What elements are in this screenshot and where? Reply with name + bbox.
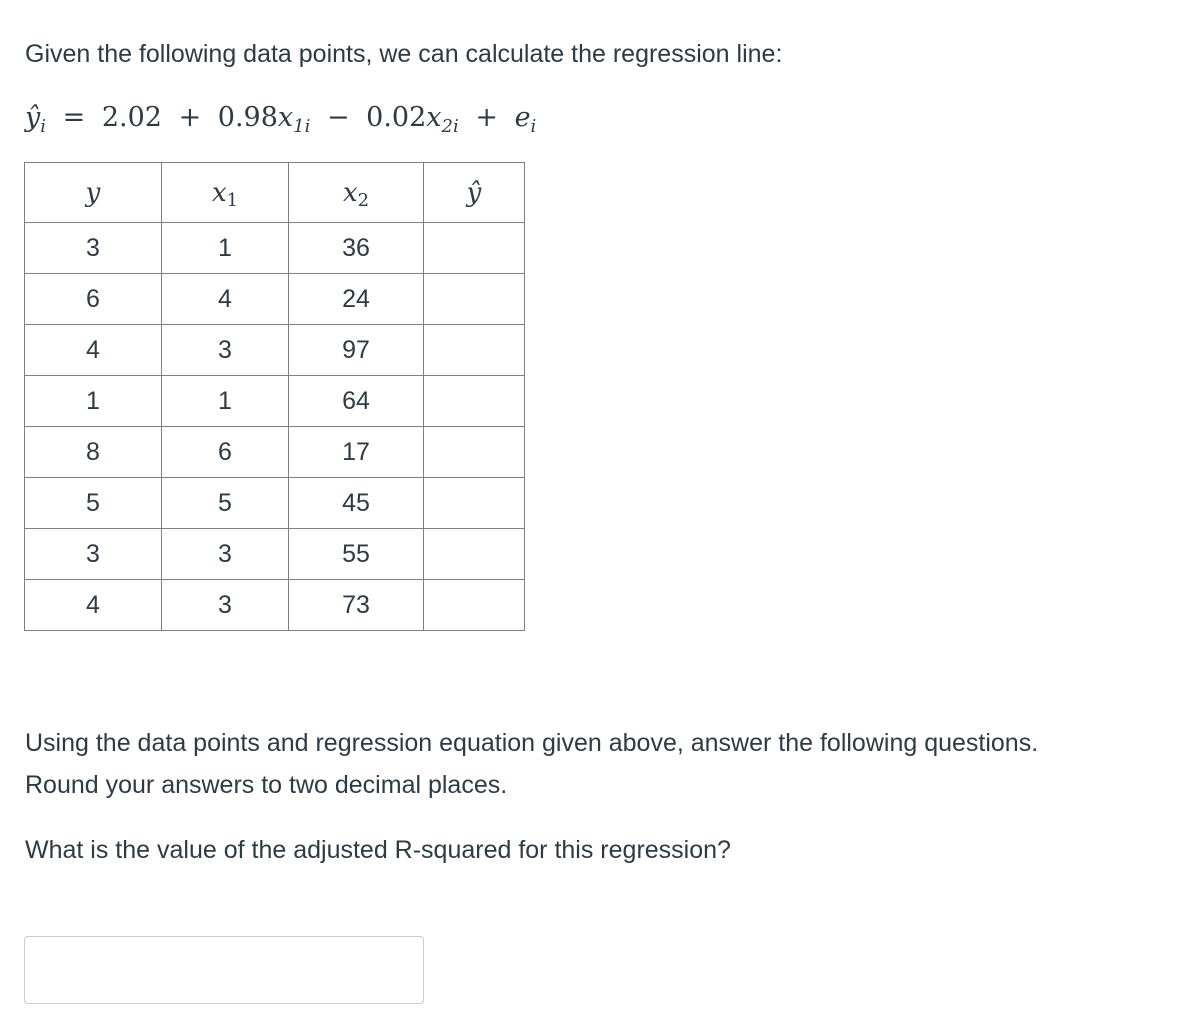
cell-y-hat	[424, 376, 525, 427]
equation-minus: −	[326, 102, 350, 133]
table-header-row	[25, 163, 525, 223]
equation-var-x1: x	[277, 102, 294, 133]
equation-plus: +	[178, 102, 202, 133]
table-row	[25, 478, 525, 529]
cell-y: 8	[25, 427, 162, 478]
question-prompt: What is the value of the adjusted R-squared for this regression?	[25, 836, 731, 864]
cell-y-hat	[424, 427, 525, 478]
cell-x1: 4	[162, 274, 289, 325]
cell-x1: 3	[162, 580, 289, 631]
data-table	[24, 162, 525, 631]
instructions-line-2: Round your answers to two decimal places.	[25, 771, 508, 799]
header-y: y	[25, 163, 162, 223]
cell-x1: 1	[162, 223, 289, 274]
equation-coef-x2: 0.02	[366, 102, 427, 133]
table-row	[25, 376, 525, 427]
question-intro: Given the following data points, we can calculate the regression line:	[25, 40, 783, 68]
cell-x1: 3	[162, 529, 289, 580]
table-row	[25, 274, 525, 325]
cell-y: 3	[25, 529, 162, 580]
cell-x2: 55	[289, 529, 424, 580]
cell-x1: 3	[162, 325, 289, 376]
cell-y-hat	[424, 529, 525, 580]
table-row	[25, 580, 525, 631]
cell-x1: 5	[162, 478, 289, 529]
equation-intercept: 2.02	[101, 102, 162, 133]
cell-y: 4	[25, 580, 162, 631]
equation-lhs: ŷ	[25, 102, 41, 133]
header-x1: $x_1$	[162, 163, 289, 223]
header-y-hat: ŷ	[424, 163, 525, 223]
regression-equation	[25, 100, 536, 136]
cell-x2: 24	[289, 274, 424, 325]
equation-coef-x1: 0.98	[217, 102, 278, 133]
cell-y-hat	[424, 325, 525, 376]
cell-y-hat	[424, 223, 525, 274]
cell-y: 6	[25, 274, 162, 325]
equation-plus-error: +	[475, 102, 498, 133]
instructions-line-1: Using the data points and regression equation given above, answer the following questions.	[25, 729, 1039, 757]
cell-y: 5	[25, 478, 162, 529]
cell-x1: 6	[162, 427, 289, 478]
table-row	[25, 529, 525, 580]
equation-var-x2-subscript: 2i	[441, 116, 459, 137]
header-x2: $x_2$	[289, 163, 424, 223]
cell-x2: 17	[289, 427, 424, 478]
cell-x2: 97	[289, 325, 424, 376]
cell-x2: 36	[289, 223, 424, 274]
cell-y-hat	[424, 478, 525, 529]
equation-error: e	[514, 102, 531, 133]
answer-input[interactable]	[24, 936, 424, 1004]
cell-y-hat	[424, 580, 525, 631]
cell-x2: 64	[289, 376, 424, 427]
cell-x2: 45	[289, 478, 424, 529]
table-row	[25, 325, 525, 376]
equation-error-subscript: i	[530, 116, 537, 137]
equation-lhs-subscript: i	[40, 116, 47, 137]
cell-x2: 73	[289, 580, 424, 631]
equation-var-x1-subscript: 1i	[293, 116, 311, 137]
cell-y-hat	[424, 274, 525, 325]
equation-var-x2: x	[426, 102, 442, 133]
table-row	[25, 223, 525, 274]
cell-y: 3	[25, 223, 162, 274]
table-row	[25, 427, 525, 478]
cell-y: 1	[25, 376, 162, 427]
cell-y: 4	[25, 325, 162, 376]
cell-x1: 1	[162, 376, 289, 427]
instructions	[25, 722, 1038, 806]
equation-equals: =	[62, 102, 86, 133]
